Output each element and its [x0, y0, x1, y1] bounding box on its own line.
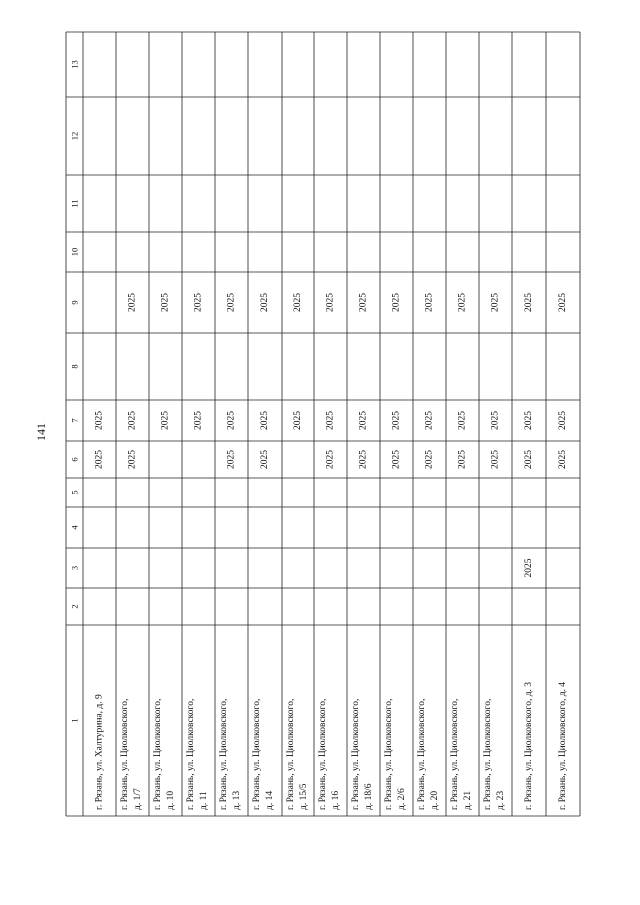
year-cell-col-9: 2025	[127, 293, 138, 312]
header-cell-8: 8	[69, 364, 80, 369]
address-line: г. Рязань, ул. Циолковского,	[186, 698, 196, 810]
year-cell-col-7: 2025	[193, 411, 204, 430]
year-cell-col-6: 2025	[524, 450, 534, 469]
address-line: д. 23	[496, 790, 506, 810]
year-cell-col-9: 2025	[424, 293, 435, 312]
year-cell-col-6: 2025	[325, 450, 336, 469]
header-cell-1: 1	[69, 718, 80, 723]
address-line: г. Рязань, ул. Циолковского,	[351, 698, 361, 810]
header-cell-2: 2	[69, 604, 80, 609]
address-line: г. Рязань, ул. Циолковского,	[252, 698, 262, 810]
year-cell-col-7: 2025	[260, 411, 270, 430]
address-line: д. 11	[199, 791, 209, 810]
header-cell-12: 12	[69, 131, 80, 141]
year-cell-col-7: 2025	[424, 411, 435, 430]
address-line: г. Рязань, ул. Циолковского,	[384, 698, 394, 810]
address-line: г. Рязань, ул. Циолковского,	[153, 698, 163, 810]
year-cell-col-6: 2025	[391, 450, 402, 469]
header-cell-7: 7	[69, 418, 80, 423]
year-cell-col-7: 2025	[325, 411, 336, 430]
year-cell-col-9: 2025	[391, 293, 402, 312]
address-line: г. Рязань, ул. Циолковского,	[450, 698, 460, 810]
year-cell-col-9: 2025	[160, 293, 171, 312]
year-cell-col-7: 2025	[358, 411, 369, 430]
header-cell-11: 11	[69, 199, 80, 208]
year-cell-col-6: 2025	[226, 450, 237, 469]
year-cell-col-7: 2025	[391, 411, 402, 430]
year-cell-col-7: 2025	[490, 411, 501, 430]
year-cell-col-7: 2025	[94, 411, 105, 430]
year-cell-col-7: 2025	[524, 411, 534, 430]
address-cell: г. Рязань, ул. Халтурина, д. 9	[94, 694, 105, 810]
year-cell-col-7: 2025	[558, 411, 568, 430]
year-cell-col-9: 2025	[325, 293, 336, 312]
address-line: д. 10	[166, 790, 176, 810]
address-line: д. 1/7	[133, 788, 143, 810]
year-cell-col-6: 2025	[490, 450, 501, 469]
address-line: д. 13	[232, 790, 242, 810]
header-cell-6: 6	[69, 457, 80, 462]
header-cell-9: 9	[69, 300, 80, 305]
year-cell-col-6: 2025	[358, 450, 369, 469]
year-cell-col-9: 2025	[558, 293, 568, 312]
address-line: д. 20	[430, 790, 440, 810]
year-cell-col-9: 2025	[293, 293, 303, 312]
year-cell-col-9: 2025	[457, 293, 468, 312]
header-cell-13: 13	[69, 60, 80, 69]
year-cell-col-6: 2025	[260, 450, 270, 469]
address-line: д. 14	[265, 790, 275, 810]
year-cell-col-7: 2025	[127, 411, 138, 430]
address-line: д. 15/5	[299, 783, 309, 810]
year-cell-col-3: 2025	[524, 558, 534, 578]
address-line: д. 16	[331, 790, 341, 810]
year-cell-col-6: 2025	[127, 450, 138, 469]
year-cell-col-6: 2025	[424, 450, 435, 469]
address-line: д. 21	[463, 790, 473, 810]
year-cell-col-7: 2025	[457, 411, 468, 430]
address-line: г. Рязань, ул. Циолковского,	[219, 698, 229, 810]
header-cell-5: 5	[69, 490, 80, 495]
header-cell-10: 10	[69, 247, 80, 257]
year-cell-col-9: 2025	[226, 293, 237, 312]
address-line: д. 2/6	[397, 788, 407, 810]
page-number: 141	[34, 423, 48, 441]
year-cell-col-9: 2025	[524, 293, 534, 312]
header-cell-3: 3	[69, 565, 80, 571]
address-line: г. Рязань, ул. Циолковского,	[483, 698, 493, 810]
year-cell-col-6: 2025	[94, 450, 105, 469]
year-cell-col-9: 2025	[358, 293, 369, 312]
header-cell-4: 4	[69, 525, 80, 530]
address-line: г. Рязань, ул. Циолковского,	[318, 698, 328, 810]
year-cell-col-9: 2025	[490, 293, 501, 312]
year-cell-col-6: 2025	[558, 450, 568, 469]
address-line: г. Рязань, ул. Циолковского,	[286, 698, 296, 810]
year-cell-col-9: 2025	[193, 293, 204, 312]
address-line: г. Рязань, ул. Циолковского,	[417, 698, 427, 810]
year-cell-col-9: 2025	[260, 293, 270, 312]
year-cell-col-7: 2025	[226, 411, 237, 430]
address-cell: г. Рязань, ул. Циолковского, д. 3	[524, 681, 534, 810]
address-line: д. 18/6	[364, 783, 374, 810]
year-cell-col-7: 2025	[160, 411, 171, 430]
year-cell-col-7: 2025	[293, 411, 303, 430]
year-cell-col-6: 2025	[457, 450, 468, 469]
address-line: г. Рязань, ул. Циолковского,	[120, 698, 130, 810]
address-cell: г. Рязань, ул. Циолковского, д. 4	[558, 681, 568, 810]
